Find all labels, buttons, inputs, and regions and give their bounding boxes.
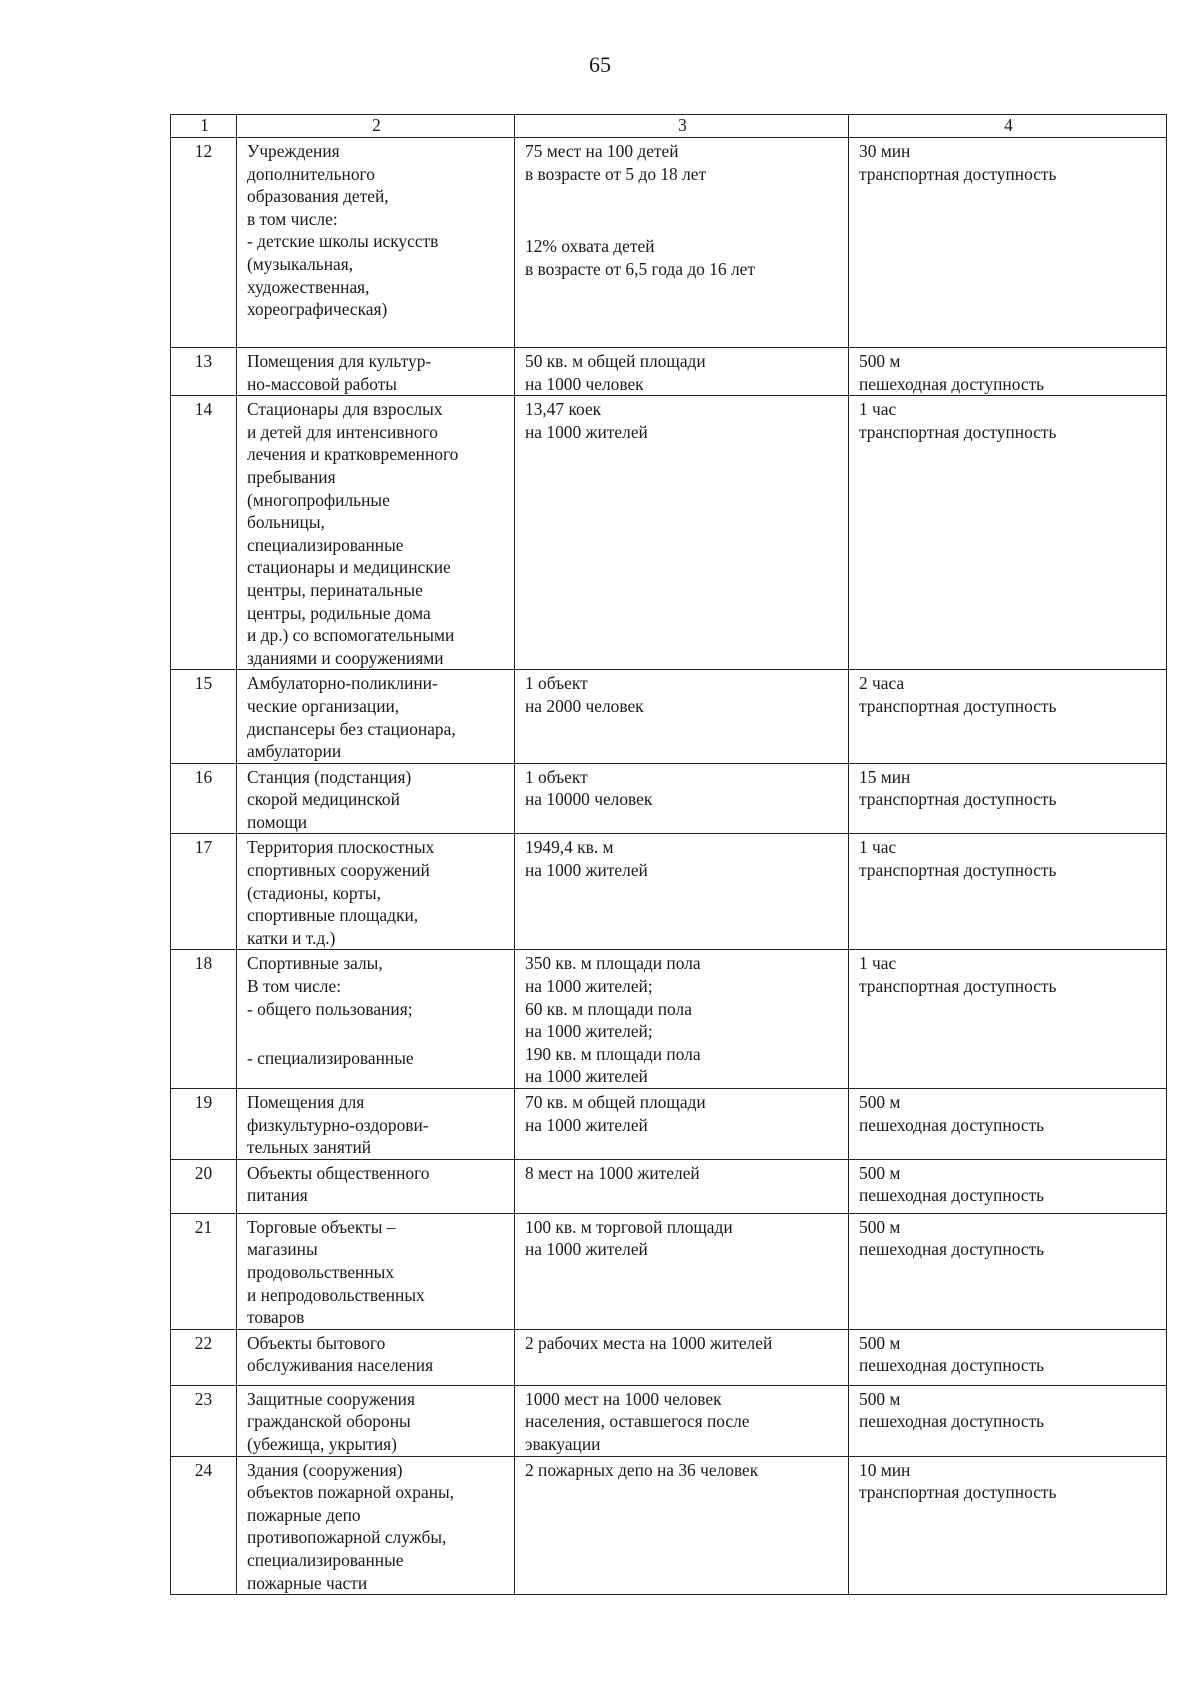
facility-name [237, 1213, 515, 1329]
norm-value-line: 1 объект [525, 673, 588, 694]
column-header-4: 4 [849, 115, 1167, 138]
row-number: 14 [171, 396, 237, 670]
accessibility [849, 348, 1167, 396]
facility-name-line: центры, перинатальные [247, 579, 423, 600]
norm-value-line: 8 мест на 1000 жителей [525, 1162, 700, 1183]
norm-value-line: 50 кв. м общей площади [525, 351, 706, 371]
norm-value-line: в возрасте от 6,5 года до 16 лет [525, 258, 755, 279]
norm-value-line: 2 рабочих места на 1000 жителей [525, 1332, 773, 1353]
facility-name-line: центры, родильные дома [247, 602, 431, 623]
table-row [171, 1456, 1167, 1595]
facility-name-line: Амбулаторно-поликлини- [247, 673, 438, 694]
facility-name-line: магазины [247, 1239, 318, 1260]
norm-value [515, 396, 849, 670]
facility-name-line: Здания (сооружения) [247, 1459, 403, 1480]
accessibility [849, 834, 1167, 950]
facility-name-line: питания [247, 1185, 308, 1206]
facility-name [237, 1385, 515, 1456]
table-row [171, 138, 1167, 348]
norm-value-line: эвакуации [525, 1433, 601, 1454]
norm-value-line: 190 кв. м площади пола [525, 1043, 701, 1064]
facility-name-line: амбулатории [247, 741, 342, 762]
facility-name-line: и детей для интенсивного [247, 421, 438, 442]
facility-name-line: в том числе: [247, 208, 338, 229]
facility-name-line: Учреждения [247, 141, 340, 161]
table-row [171, 1385, 1167, 1456]
facility-name-line: (стадионы, корты, [247, 882, 381, 903]
norm-value [515, 1213, 849, 1329]
accessibility-line: пешеходная доступность [859, 1114, 1045, 1135]
accessibility-line: пешеходная доступность [859, 373, 1045, 394]
accessibility-line: пешеходная доступность [859, 1411, 1045, 1432]
facility-name [237, 396, 515, 670]
facility-name-line: стационары и медицинские [247, 557, 451, 578]
norm-value [515, 1159, 849, 1213]
facility-name-line: физкультурно-оздорови- [247, 1114, 429, 1135]
facility-name-line: пожарные части [247, 1572, 368, 1593]
norm-value-line: 75 мест на 100 детей [525, 141, 679, 161]
row-number: 23 [171, 1385, 237, 1456]
facility-name-line: - общего пользования; [247, 998, 413, 1019]
norm-value [515, 834, 849, 950]
facility-name-line: спортивные площадки, [247, 905, 419, 926]
accessibility [849, 1159, 1167, 1213]
facility-name-line: (убежища, укрытия) [247, 1433, 397, 1454]
row-number: 20 [171, 1159, 237, 1213]
facility-name-line: - специализированные [247, 1048, 414, 1069]
norms-table [170, 114, 1167, 1595]
column-header-2: 2 [237, 115, 515, 138]
facility-name-line: больницы, [247, 512, 325, 533]
norm-value-line: на 1000 жителей [525, 1066, 648, 1087]
norm-value-line: 100 кв. м торговой площади [525, 1216, 733, 1237]
accessibility-line: 1 час [859, 953, 897, 974]
table-row [171, 670, 1167, 763]
norm-value-line: 60 кв. м площади пола [525, 998, 692, 1019]
facility-name-line: пребывания [247, 466, 336, 487]
accessibility-line: транспортная доступность [859, 163, 1057, 184]
facility-name-line: катки и т.д.) [247, 927, 336, 948]
row-number: 17 [171, 834, 237, 950]
facility-name [237, 1089, 515, 1160]
norm-value [515, 1456, 849, 1595]
page-number: 65 [589, 52, 611, 77]
accessibility-line: 500 м [859, 1162, 901, 1183]
facility-name [237, 834, 515, 950]
facility-name [237, 1159, 515, 1213]
norm-value-line: 12% охвата детей [525, 236, 655, 257]
table-row [171, 1089, 1167, 1160]
norm-value-line: на 1000 жителей [525, 860, 648, 881]
facility-name-line: Станция (подстанция) [247, 766, 412, 787]
facility-name [237, 670, 515, 763]
accessibility-line: 500 м [859, 1092, 901, 1112]
accessibility-line: 500 м [859, 1216, 901, 1237]
table-row [171, 763, 1167, 834]
facility-name-line: (многопрофильные [247, 489, 390, 510]
facility-name-line: пожарные депо [247, 1504, 361, 1525]
facility-name-line: (музыкальная, [247, 253, 354, 274]
norm-value [515, 348, 849, 396]
norm-value [515, 138, 849, 348]
facility-name-line: объектов пожарной охраны, [247, 1482, 455, 1503]
facility-name-line: обслуживания населения [247, 1355, 434, 1376]
norm-value [515, 1329, 849, 1385]
facility-name-line: Объекты бытового [247, 1332, 386, 1353]
table-row [171, 834, 1167, 950]
norm-value-line: 350 кв. м площади пола [525, 953, 701, 974]
accessibility-line: транспортная доступность [859, 860, 1057, 881]
norm-value [515, 763, 849, 834]
facility-name [237, 763, 515, 834]
column-header-1: 1 [171, 115, 237, 138]
facility-name-line: Объекты общественного [247, 1162, 430, 1183]
row-number: 16 [171, 763, 237, 834]
facility-name [237, 950, 515, 1089]
facility-name-line: скорой медицинской [247, 789, 400, 810]
accessibility-line: пешеходная доступность [859, 1355, 1045, 1376]
norm-value-line: на 1000 жителей; [525, 1021, 653, 1042]
header-row [171, 115, 1167, 138]
norm-value-line: на 1000 жителей [525, 421, 648, 442]
accessibility [849, 396, 1167, 670]
facility-name-line: специализированные [247, 1549, 404, 1570]
facility-name [237, 138, 515, 348]
accessibility [849, 763, 1167, 834]
row-number: 19 [171, 1089, 237, 1160]
table-row [171, 1329, 1167, 1385]
facility-name-line: и непродовольственных [247, 1284, 425, 1305]
facility-name-line: гражданской обороны [247, 1411, 411, 1432]
norm-value-line: на 2000 человек [525, 695, 644, 716]
norm-value-line: на 1000 жителей; [525, 976, 653, 997]
row-number: 12 [171, 138, 237, 348]
accessibility-line: 2 часа [859, 673, 905, 694]
accessibility [849, 1385, 1167, 1456]
facility-name-line: и др.) со вспомогательными [247, 625, 455, 646]
row-number: 18 [171, 950, 237, 1089]
norm-value-line: на 1000 жителей [525, 1114, 648, 1135]
accessibility-line: пешеходная доступность [859, 1239, 1045, 1260]
norm-value-line: населения, оставшегося после [525, 1411, 750, 1432]
norm-value-line: 1000 мест на 1000 человек [525, 1388, 722, 1409]
facility-name-line: Территория плоскостных [247, 837, 435, 858]
accessibility [849, 950, 1167, 1089]
facility-name-line: лечения и кратковременного [247, 444, 459, 465]
facility-name-line: спортивных сооружений [247, 860, 430, 881]
facility-name-line: Спортивные залы, [247, 953, 383, 974]
accessibility-line: 500 м [859, 351, 901, 371]
norm-value [515, 950, 849, 1089]
norm-value [515, 1089, 849, 1160]
facility-name-line: дополнительного [247, 163, 375, 184]
row-number: 13 [171, 348, 237, 396]
facility-name [237, 1329, 515, 1385]
row-number: 21 [171, 1213, 237, 1329]
facility-name-line: Помещения для культур- [247, 351, 432, 371]
accessibility-line: транспортная доступность [859, 789, 1057, 810]
norm-value-line: 70 кв. м общей площади [525, 1092, 706, 1112]
table-row [171, 396, 1167, 670]
accessibility-line: 30 мин [859, 141, 911, 161]
accessibility [849, 138, 1167, 348]
facility-name [237, 1456, 515, 1595]
facility-name-line: но-массовой работы [247, 373, 397, 394]
accessibility-line: 500 м [859, 1388, 901, 1409]
table-row [171, 1159, 1167, 1213]
accessibility [849, 1213, 1167, 1329]
norm-value-line: 13,47 коек [525, 399, 602, 420]
facility-name-line: Помещения для [247, 1092, 365, 1112]
table-row [171, 1213, 1167, 1329]
row-number: 24 [171, 1456, 237, 1595]
norm-value-line: на 10000 человек [525, 789, 653, 810]
table-row [171, 348, 1167, 396]
accessibility [849, 1329, 1167, 1385]
accessibility-line: 1 час [859, 837, 897, 858]
accessibility-line: пешеходная доступность [859, 1185, 1045, 1206]
facility-name-line: Торговые объекты – [247, 1216, 396, 1237]
facility-name-line: продовольственных [247, 1261, 395, 1282]
facility-name-line: образования детей, [247, 186, 389, 207]
accessibility-line: транспортная доступность [859, 1482, 1057, 1503]
norm-value-line: в возрасте от 5 до 18 лет [525, 163, 707, 184]
facility-name-line: специализированные [247, 534, 404, 555]
row-number: 15 [171, 670, 237, 763]
norm-value-line: на 1000 человек [525, 373, 644, 394]
facility-name-line: помощи [247, 811, 308, 832]
facility-name-line: хореографическая) [247, 299, 388, 320]
accessibility-line: транспортная доступность [859, 695, 1057, 716]
norm-value [515, 670, 849, 763]
accessibility-line: 1 час [859, 399, 897, 420]
facility-name-line: художественная, [247, 276, 370, 297]
facility-name-line: Стационары для взрослых [247, 399, 443, 420]
accessibility [849, 1456, 1167, 1595]
accessibility-line: транспортная доступность [859, 421, 1057, 442]
facility-name-line: - детские школы искусств [247, 231, 439, 252]
norm-value-line: 1 объект [525, 766, 588, 787]
accessibility-line: 10 мин [859, 1459, 911, 1480]
facility-name-line: товаров [247, 1307, 305, 1328]
accessibility-line: транспортная доступность [859, 976, 1057, 997]
facility-name-line: диспансеры без стационара, [247, 718, 456, 739]
column-header-3: 3 [515, 115, 849, 138]
accessibility [849, 1089, 1167, 1160]
facility-name-line: тельных занятий [247, 1137, 372, 1158]
accessibility-line: 15 мин [859, 766, 911, 787]
facility-name-line: ческие организации, [247, 695, 400, 716]
norm-value-line: на 1000 жителей [525, 1239, 648, 1260]
facility-name-line: В том числе: [247, 976, 342, 997]
norm-value [515, 1385, 849, 1456]
accessibility [849, 670, 1167, 763]
row-number: 22 [171, 1329, 237, 1385]
facility-name-line: Защитные сооружения [247, 1388, 415, 1409]
facility-name [237, 348, 515, 396]
norm-value-line: 2 пожарных депо на 36 человек [525, 1459, 759, 1480]
accessibility-line: 500 м [859, 1332, 901, 1353]
norm-value-line: 1949,4 кв. м [525, 837, 614, 858]
facility-name-line: зданиями и сооружениями [247, 647, 444, 668]
table-row [171, 950, 1167, 1089]
facility-name-line: противопожарной службы, [247, 1527, 447, 1548]
